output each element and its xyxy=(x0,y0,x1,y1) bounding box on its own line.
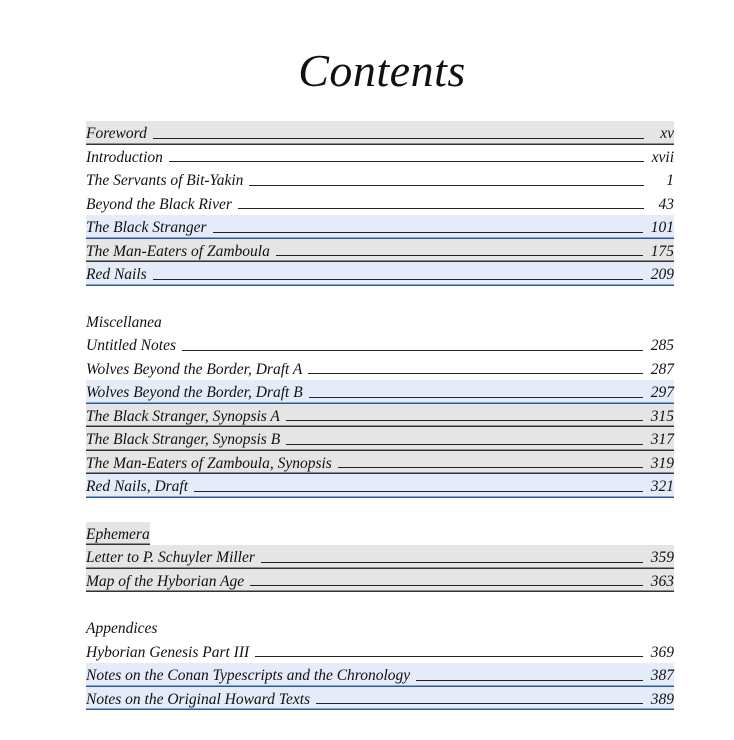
dot-leader xyxy=(338,467,643,468)
toc-entry[interactable] xyxy=(86,663,674,687)
section-gap xyxy=(86,592,674,616)
toc-entry[interactable] xyxy=(86,333,674,357)
dot-leader xyxy=(153,138,644,139)
toc-entry-title: Letter to P. Schuyler Miller xyxy=(86,549,255,566)
toc-entry-title: The Man-Eaters of Zamboula xyxy=(86,242,270,260)
toc-entry-title: The Black Stranger xyxy=(86,219,207,236)
toc-entry-title: Notes on the Original Howard Texts xyxy=(86,690,311,708)
section-heading[interactable] xyxy=(86,522,150,546)
toc-entry-page-number: 101 xyxy=(650,219,674,236)
toc-entry[interactable] xyxy=(86,380,674,404)
dot-leader xyxy=(276,255,643,256)
section-heading-row xyxy=(86,616,674,640)
toc-entry-page-number: xvii xyxy=(651,148,674,166)
toc-entry-title: Introduction xyxy=(86,148,163,166)
toc-entry-title: Wolves Beyond the Border, Draft A xyxy=(86,360,303,378)
toc-entry[interactable] xyxy=(86,121,674,145)
toc-entry-title: The Servants of Bit-Yakin xyxy=(86,172,244,189)
dot-leader xyxy=(169,161,644,162)
toc-entry-title: Untitled Notes xyxy=(86,337,176,354)
section-heading[interactable] xyxy=(86,310,674,334)
toc-entry-page-number: 297 xyxy=(650,384,674,401)
section-heading-label: Miscellanea xyxy=(86,313,162,331)
toc-entry[interactable] xyxy=(86,168,674,192)
dot-leader xyxy=(194,491,643,492)
toc-entry[interactable] xyxy=(86,404,674,428)
dot-leader xyxy=(255,656,643,657)
toc-entry-page-number: 1 xyxy=(666,172,674,189)
toc-entry-page-number: xv xyxy=(660,125,674,142)
toc-entry-title: The Black Stranger, Synopsis B xyxy=(86,431,281,448)
dot-leader xyxy=(286,420,643,421)
toc-entry-title: Hyborian Genesis Part III xyxy=(86,643,250,661)
dot-leader xyxy=(286,444,643,445)
dot-leader xyxy=(261,562,643,563)
toc-entry-page-number: 319 xyxy=(650,454,674,472)
toc-entry[interactable] xyxy=(86,687,674,711)
toc-entry-page-number: 321 xyxy=(650,478,674,495)
dot-leader xyxy=(250,585,643,586)
toc-entry-title: Map of the Hyborian Age xyxy=(86,572,245,590)
section-heading[interactable] xyxy=(86,616,674,640)
table-of-contents xyxy=(86,121,674,710)
section-heading-label: Appendices xyxy=(86,620,158,637)
section-gap xyxy=(86,498,674,522)
dot-leader xyxy=(308,373,642,374)
toc-entry[interactable] xyxy=(86,262,674,286)
toc-entry-page-number: 369 xyxy=(650,643,674,661)
section-heading-label: Ephemera xyxy=(86,525,150,543)
toc-entry[interactable] xyxy=(86,545,674,569)
toc-entry[interactable] xyxy=(86,569,674,593)
toc-entry-page-number: 359 xyxy=(650,549,674,566)
toc-entry[interactable] xyxy=(86,474,674,498)
toc-entry-title: Wolves Beyond the Border, Draft B xyxy=(86,384,303,401)
toc-entry[interactable] xyxy=(86,357,674,381)
dot-leader xyxy=(238,208,644,209)
dot-leader xyxy=(213,232,643,233)
toc-entry-title: Red Nails xyxy=(86,266,147,283)
dot-leader xyxy=(309,397,643,398)
section-heading-row xyxy=(86,310,674,334)
toc-entry-page-number: 175 xyxy=(650,242,674,260)
toc-entry-page-number: 43 xyxy=(658,195,674,213)
toc-entry[interactable] xyxy=(86,145,674,169)
toc-entry[interactable] xyxy=(86,239,674,263)
dot-leader xyxy=(316,703,643,704)
toc-entry-page-number: 287 xyxy=(650,360,674,378)
toc-entry-title: Beyond the Black River xyxy=(86,195,232,213)
toc-entry[interactable] xyxy=(86,451,674,475)
toc-entry-title: Red Nails, Draft xyxy=(86,478,189,495)
toc-entry[interactable] xyxy=(86,427,674,451)
section-gap xyxy=(86,286,674,310)
toc-entry-page-number: 387 xyxy=(650,667,674,684)
toc-entry-title: The Man-Eaters of Zamboula, Synopsis xyxy=(86,454,332,472)
toc-entry[interactable] xyxy=(86,640,674,664)
page-title: Contents xyxy=(298,45,466,96)
toc-entry-page-number: 209 xyxy=(650,266,674,283)
toc-entry-title: Notes on the Conan Typescripts and the Chronology xyxy=(86,667,411,684)
toc-entry-title: The Black Stranger, Synopsis A xyxy=(86,407,280,425)
toc-entry-page-number: 285 xyxy=(650,337,674,354)
dot-leader xyxy=(153,279,643,280)
toc-entry-title: Foreword xyxy=(86,125,147,142)
toc-entry-page-number: 317 xyxy=(650,431,674,448)
dot-leader xyxy=(249,185,644,186)
toc-entry-page-number: 315 xyxy=(650,407,674,425)
dot-leader xyxy=(416,680,643,681)
toc-entry[interactable] xyxy=(86,215,674,239)
toc-entry[interactable] xyxy=(86,192,674,216)
section-heading-row xyxy=(86,522,674,546)
toc-entry-page-number: 389 xyxy=(650,690,674,708)
dot-leader xyxy=(182,350,643,351)
toc-entry-page-number: 363 xyxy=(650,572,674,590)
